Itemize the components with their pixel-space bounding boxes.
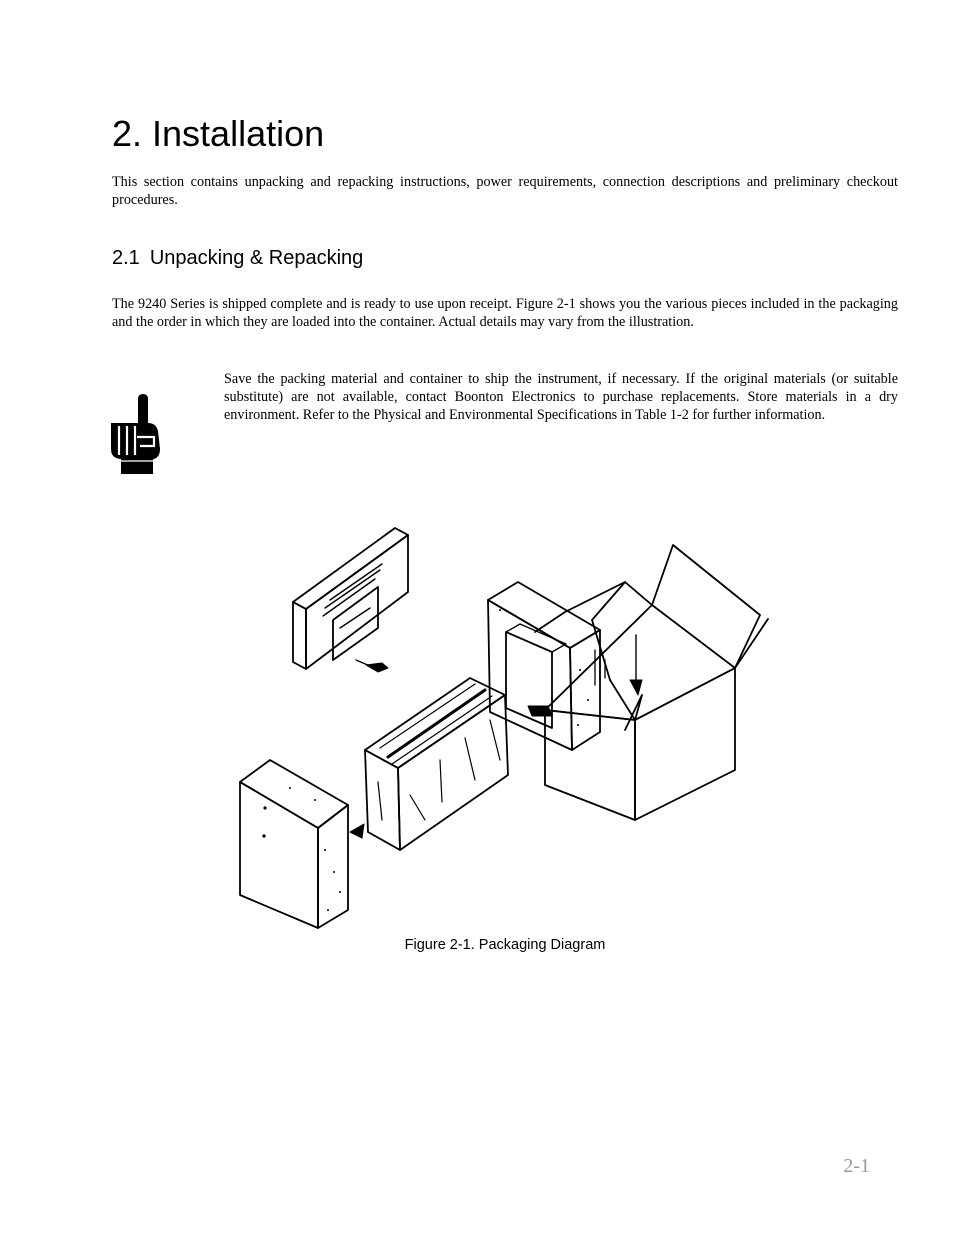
section-title: Unpacking & Repacking (149, 247, 364, 269)
pointing-hand-icon (108, 393, 162, 475)
section-body: The 9240 Series is shipped complete and is ready to use upon receipt. Figure 2-1 shows you the various pieces included in the packaging and the order in which they are loaded into the container. Actual details may vary from the illustration. (112, 296, 898, 330)
page-number: 2-1 (843, 1155, 870, 1177)
section-heading (112, 245, 363, 271)
chapter-intro: This section contains unpacking and repacking instructions, power requirements, connection descriptions and preliminary checkout procedures. (112, 174, 898, 208)
accessory-box (293, 528, 408, 672)
front-foam-end-cap (240, 760, 364, 928)
figure-caption: Figure 2-1. Packaging Diagram (404, 937, 606, 953)
rear-foam-frame (488, 582, 600, 750)
packaging-diagram (230, 520, 775, 935)
wrapped-instrument (365, 678, 508, 850)
section-number: 2.1 (112, 247, 140, 269)
chapter-title: 2. Installation (112, 113, 325, 154)
note-text: Save the packing material and container to ship the instrument, if necessary. If the original materials (or suitable substitute) are not available, contact Boonton Electronics to purchase replacements. Store materials in a dry environment. Refer to the Physical and Environmental Specifications in Table 1-2 for further information. (224, 371, 898, 423)
